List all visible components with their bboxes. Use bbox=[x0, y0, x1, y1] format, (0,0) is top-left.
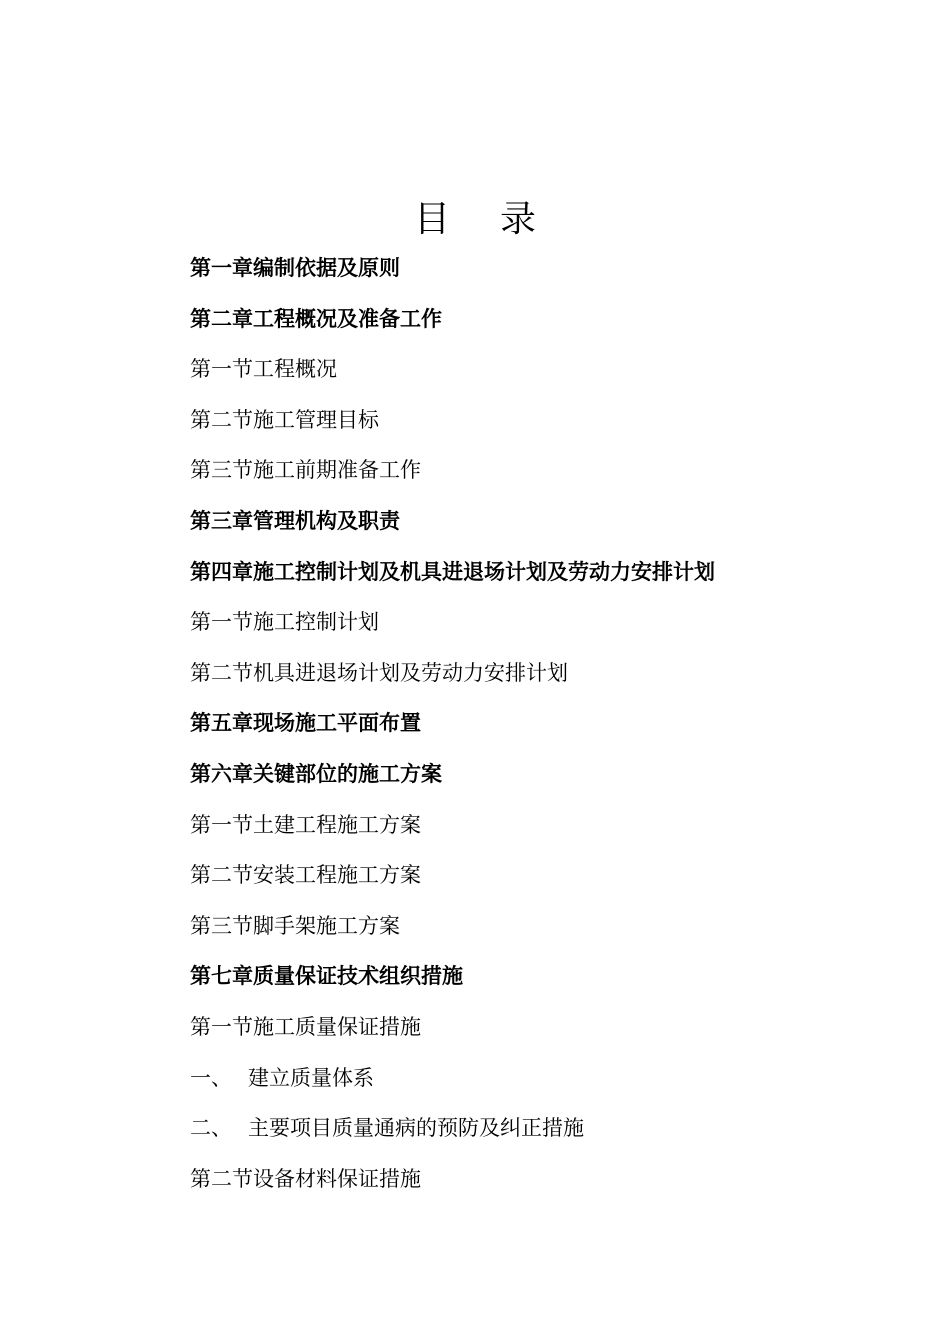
toc-entry-item[interactable] bbox=[190, 1053, 890, 1104]
toc-entry-text: 第三节施工前期准备工作 bbox=[190, 458, 421, 483]
toc-entry-chapter[interactable] bbox=[190, 496, 890, 547]
toc-entry-text: 第五章现场施工平面布置 bbox=[190, 711, 421, 736]
toc-entry-text: 第二节施工管理目标 bbox=[190, 407, 379, 432]
toc-entry-section[interactable] bbox=[190, 1002, 890, 1053]
toc-entry-text: 第四章施工控制计划及机具进退场计划及劳动力安排计划 bbox=[190, 559, 715, 584]
toc-entry-text: 主要项目质量通病的预防及纠正措施 bbox=[248, 1116, 584, 1141]
toc-entry-text: 第三章管理机构及职责 bbox=[190, 508, 400, 533]
toc-entry-text: 第一节土建工程施工方案 bbox=[190, 812, 421, 837]
toc-entry-number: 一、 bbox=[190, 1065, 232, 1090]
toc-entry-text: 建立质量体系 bbox=[248, 1065, 374, 1090]
toc-entry-text: 第六章关键部位的施工方案 bbox=[190, 761, 442, 786]
toc-entry-chapter[interactable] bbox=[190, 951, 890, 1002]
toc-entry-section[interactable] bbox=[190, 445, 890, 496]
toc-entry-section[interactable] bbox=[190, 901, 890, 952]
toc-entry-item[interactable] bbox=[190, 1103, 890, 1154]
toc-entry-text: 第一节工程概况 bbox=[190, 357, 337, 382]
toc-entry-number: 二、 bbox=[190, 1116, 232, 1141]
toc-entry-text: 第一章编制依据及原则 bbox=[190, 256, 400, 280]
toc-entry-text: 第一节施工质量保证措施 bbox=[190, 1014, 421, 1039]
table-of-contents bbox=[190, 243, 890, 1204]
toc-entry-text: 第一节施工控制计划 bbox=[190, 610, 379, 635]
toc-entry-chapter[interactable] bbox=[190, 243, 890, 294]
toc-title bbox=[0, 196, 950, 244]
toc-title-char-1: 目 bbox=[413, 199, 450, 240]
toc-entry-text: 第二节机具进退场计划及劳动力安排计划 bbox=[190, 660, 568, 685]
toc-entry-section[interactable] bbox=[190, 1154, 890, 1205]
toc-entry-chapter[interactable] bbox=[190, 294, 890, 345]
toc-entry-section[interactable] bbox=[190, 800, 890, 851]
toc-title-char-2: 录 bbox=[500, 199, 537, 240]
toc-entry-section[interactable] bbox=[190, 344, 890, 395]
toc-entry-section[interactable] bbox=[190, 648, 890, 699]
toc-entry-section[interactable] bbox=[190, 850, 890, 901]
toc-entry-chapter[interactable] bbox=[190, 749, 890, 800]
toc-entry-chapter[interactable] bbox=[190, 547, 890, 598]
toc-entry-section[interactable] bbox=[190, 597, 890, 648]
toc-entry-text: 第二章工程概况及准备工作 bbox=[190, 306, 442, 331]
toc-entry-section[interactable] bbox=[190, 395, 890, 446]
toc-entry-text: 第二节安装工程施工方案 bbox=[190, 863, 421, 888]
toc-entry-text: 第七章质量保证技术组织措施 bbox=[190, 964, 463, 989]
toc-entry-chapter[interactable] bbox=[190, 698, 890, 749]
toc-entry-text: 第二节设备材料保证措施 bbox=[190, 1166, 421, 1191]
toc-entry-text: 第三节脚手架施工方案 bbox=[190, 913, 400, 938]
